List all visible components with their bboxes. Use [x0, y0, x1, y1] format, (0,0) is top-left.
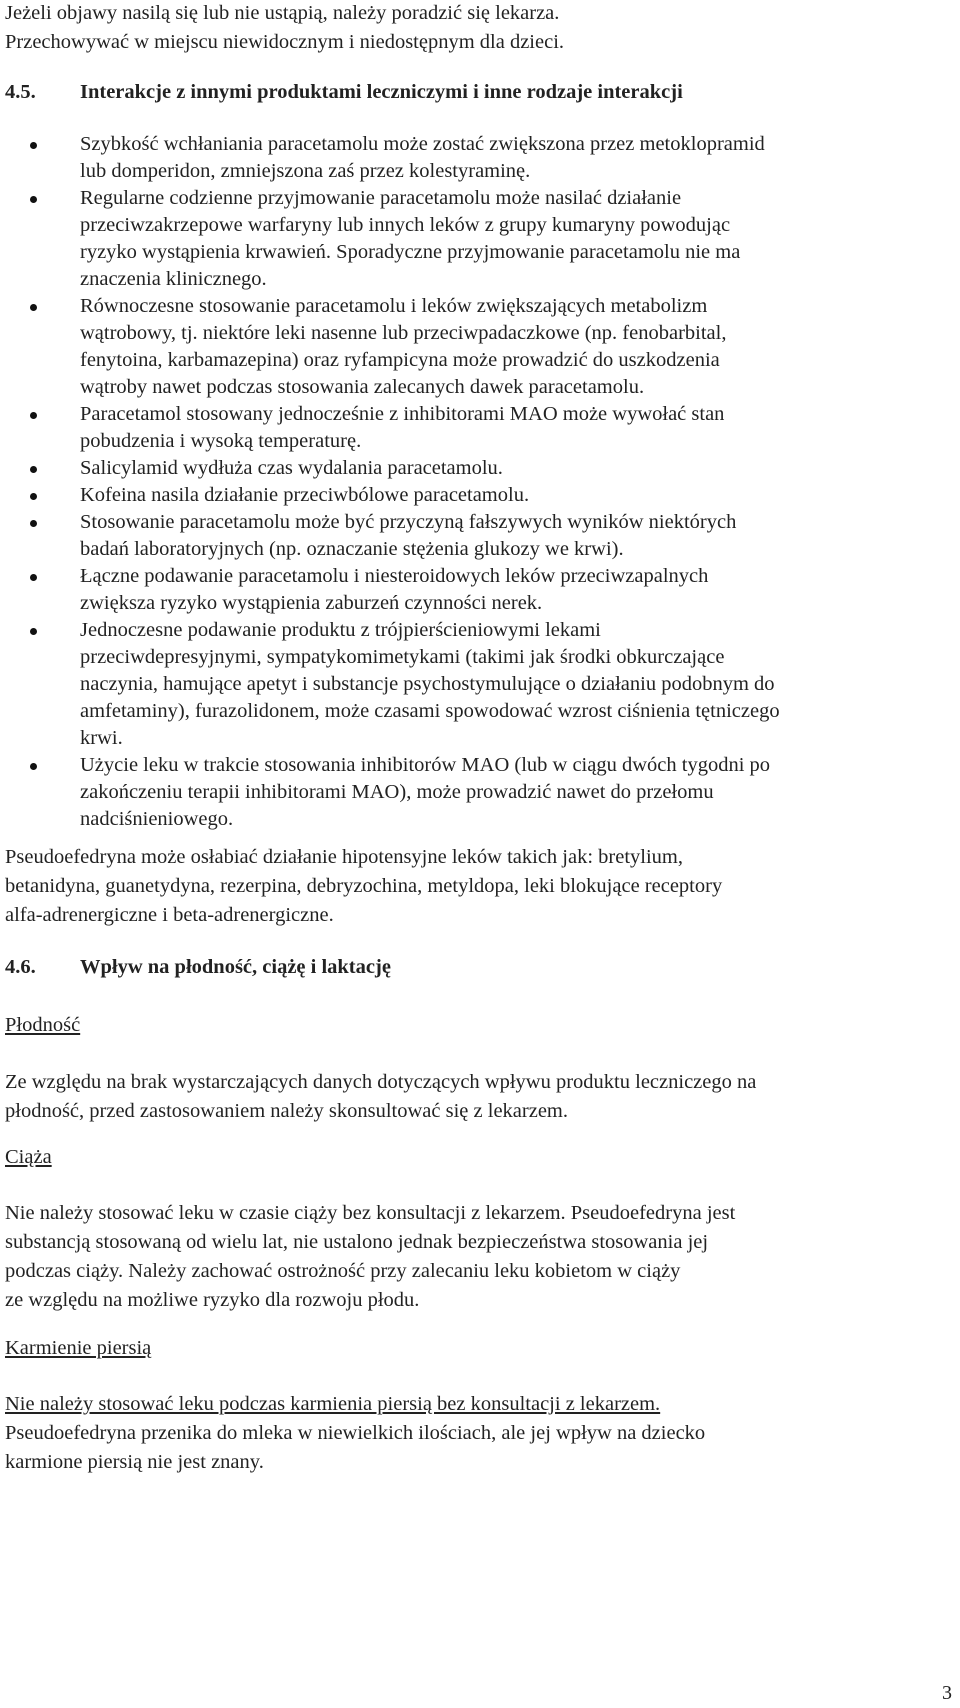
list-item-line: znaczenia klinicznego. — [80, 268, 267, 290]
list-item-line: amfetaminy), furazolidonem, może czasami spowodować wzrost ciśnienia tętniczego — [80, 700, 780, 722]
list-item-line: Kofeina nasila działanie przeciwbólowe paracetamolu. — [80, 484, 530, 506]
bullet-icon — [30, 574, 37, 581]
list-item-line: krwi. — [80, 727, 123, 749]
bullet-icon — [30, 763, 37, 770]
list-item — [5, 131, 955, 185]
list-item-line: przeciwdepresyjnymi, sympatykomimetykami (takimi jak środki obkurczające — [80, 646, 725, 668]
list-item — [5, 509, 955, 563]
list-item-line: lub domperidon, zmniejszona zaś przez kolestyraminę. — [80, 160, 531, 182]
bullet-icon — [30, 520, 37, 527]
list-item-line: Jednoczesne podawanie produktu z trójpierścieniowymi lekami — [80, 619, 601, 641]
list-item — [5, 185, 955, 293]
fertility-heading: Płodność — [5, 1014, 81, 1036]
list-item-line: badań laboratoryjnych (np. oznaczanie stężenia glukozy we krwi). — [80, 538, 624, 560]
pregnancy-paragraph — [5, 1199, 735, 1315]
page-number: 3 — [942, 1682, 952, 1704]
fertility-paragraph — [5, 1068, 756, 1126]
list-item — [5, 401, 955, 455]
list-item-line: wątroby nawet podczas stosowania zalecanych dawek paracetamolu. — [80, 376, 645, 398]
list-item-line: zwiększa ryzyko wystąpienia zaburzeń czynności nerek. — [80, 592, 543, 614]
paragraph-line: karmione piersią nie jest znany. — [5, 1451, 264, 1473]
list-item — [5, 455, 955, 482]
list-item — [5, 482, 955, 509]
list-item-line: Salicylamid wydłuża czas wydalania paracetamolu. — [80, 457, 503, 479]
section-number: 4.5. — [5, 81, 36, 103]
section-4-6-heading — [5, 953, 391, 982]
list-item-line: zakończeniu terapii inhibitorami MAO), może prowadzić nawet do przełomu — [80, 781, 714, 803]
list-item — [5, 293, 955, 401]
intro-line: Przechowywać w miejscu niewidocznym i niedostępnym dla dzieci. — [5, 31, 565, 53]
paragraph-line: alfa-adrenergiczne i beta-adrenergiczne. — [5, 904, 334, 926]
list-item-line: wątrobowy, tj. niektóre leki nasenne lub przeciwpadaczkowe (np. fenobarbital, — [80, 322, 727, 344]
pseudoephedrine-paragraph — [5, 843, 722, 930]
paragraph-line: substancją stosowaną od wielu lat, nie ustalono jednak bezpieczeństwa stosowania jej — [5, 1231, 709, 1253]
breastfeeding-heading: Karmienie piersią — [5, 1337, 152, 1359]
list-item-line: przeciwzakrzepowe warfaryny lub innych leków z grupy kumaryny powodując — [80, 214, 731, 236]
list-item-line: Paracetamol stosowany jednocześnie z inhibitorami MAO może wywołać stan — [80, 403, 725, 425]
list-item — [5, 752, 955, 833]
section-number: 4.6. — [5, 956, 36, 978]
paragraph-line: podczas ciąży. Należy zachować ostrożność przy zalecaniu leku kobietom w ciąży — [5, 1260, 681, 1282]
paragraph-line: betanidyna, guanetydyna, rezerpina, debryzochina, metyldopa, leki blokujące receptory — [5, 875, 723, 897]
section-title: Wpływ na płodność, ciążę i laktację — [80, 956, 391, 978]
list-item-line: nadciśnieniowego. — [80, 808, 234, 830]
paragraph-line: Ze względu na brak wystarczających danych dotyczących wpływu produktu leczniczego na — [5, 1071, 757, 1093]
list-item-line: pobudzenia i wysoką temperaturę. — [80, 430, 362, 452]
paragraph-line: płodność, przed zastosowaniem należy skonsultować się z lekarzem. — [5, 1100, 568, 1122]
paragraph-line: Pseudoefedryna może osłabiać działanie hipotensyjne leków takich jak: bretylium, — [5, 846, 683, 868]
list-item-line: Łączne podawanie paracetamolu i niesteroidowych leków przeciwzapalnych — [80, 565, 709, 587]
paragraph-line: Nie należy stosować leku w czasie ciąży bez konsultacji z lekarzem. Pseudoefedryna jest — [5, 1202, 736, 1224]
list-item — [5, 617, 955, 752]
list-item-line: naczynia, hamujące apetyt i substancje psychostymulujące o działaniu podobnym do — [80, 673, 775, 695]
list-item-line: Użycie leku w trakcie stosowania inhibitorów MAO (lub w ciągu dwóch tygodni po — [80, 754, 771, 776]
list-item — [5, 563, 955, 617]
paragraph-line: ze względu na możliwe ryzyko dla rozwoju płodu. — [5, 1289, 420, 1311]
bullet-icon — [30, 628, 37, 635]
breastfeeding-paragraph — [5, 1390, 705, 1477]
list-item-line: Równoczesne stosowanie paracetamolu i leków zwiększających metabolizm — [80, 295, 708, 317]
intro-paragraph — [5, 0, 564, 57]
pregnancy-heading: Ciąża — [5, 1146, 52, 1168]
breastfeeding-warning: Nie należy stosować leku podczas karmienia piersią bez konsultacji z lekarzem. — [5, 1393, 661, 1415]
bullet-icon — [30, 304, 37, 311]
list-item-line: ryzyko wystąpienia krwawień. Sporadyczne przyjmowanie paracetamolu nie ma — [80, 241, 741, 263]
list-item-line: fenytoina, karbamazepina) oraz ryfampicyna może prowadzić do uszkodzenia — [80, 349, 720, 371]
paragraph-line: Pseudoefedryna przenika do mleka w niewielkich ilościach, ale jej wpływ na dziecko — [5, 1422, 706, 1444]
bullet-icon — [30, 493, 37, 500]
intro-line: Jeżeli objawy nasilą się lub nie ustąpią, należy poradzić się lekarza. — [5, 2, 560, 24]
bullet-icon — [30, 196, 37, 203]
bullet-icon — [30, 142, 37, 149]
interactions-list — [5, 131, 955, 833]
list-item-line: Regularne codzienne przyjmowanie paracetamolu może nasilać działanie — [80, 187, 682, 209]
list-item-line: Szybkość wchłaniania paracetamolu może zostać zwiększona przez metoklopramid — [80, 133, 765, 155]
list-item-line: Stosowanie paracetamolu może być przyczyną fałszywych wyników niektórych — [80, 511, 737, 533]
section-title: Interakcje z innymi produktami leczniczymi i inne rodzaje interakcji — [80, 81, 683, 103]
bullet-icon — [30, 412, 37, 419]
section-4-5-heading — [5, 78, 683, 107]
bullet-icon — [30, 466, 37, 473]
